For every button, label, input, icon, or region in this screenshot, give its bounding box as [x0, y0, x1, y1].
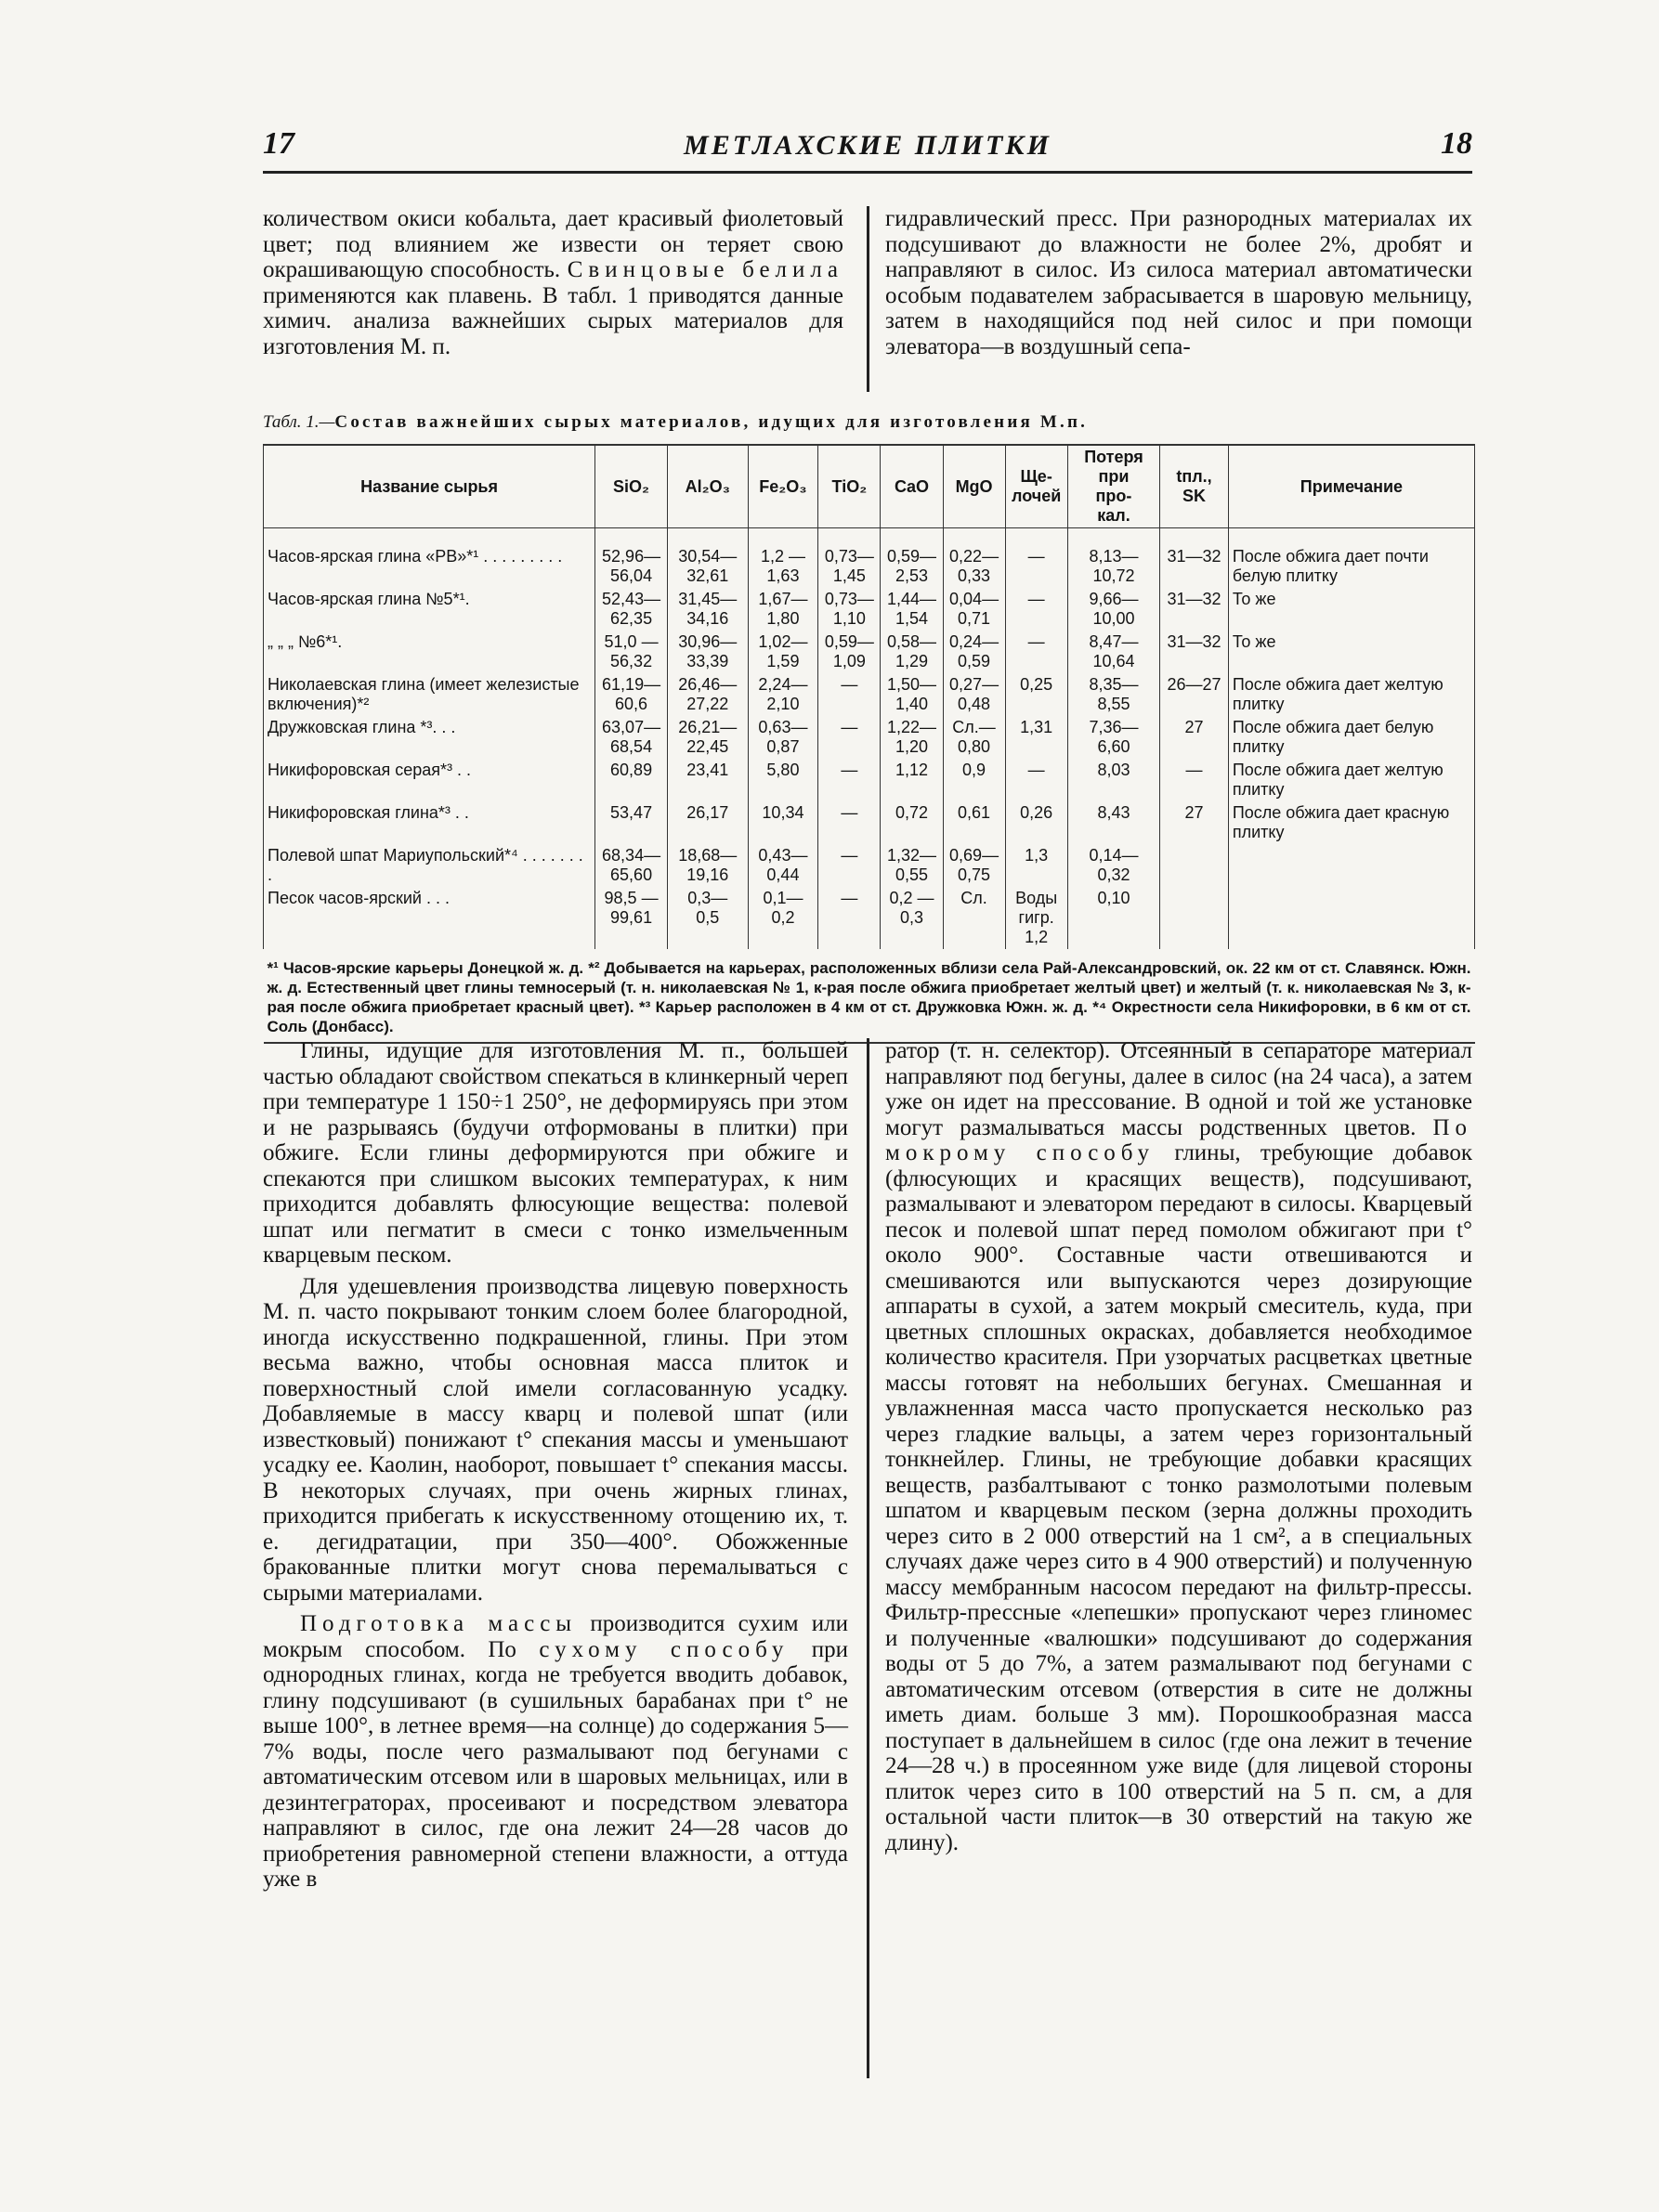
table-cell: 0,27— 0,48 — [943, 673, 1005, 716]
table-cell: 0,10 — [1067, 887, 1160, 949]
table-cell — [1228, 887, 1474, 949]
page-number-right: 18 — [1441, 126, 1472, 161]
top-right-paragraph: гидравлический пресс. При разнородных материалах их подсушивают до влажности не более 2%, дробят и направляют в силос. Из силоса материал автоматически особым подавателем забрасывается в шаровую мельницу, затем в находящийся под ней силос и при помощи элеватора—в воздушный сепа- — [885, 206, 1472, 359]
table-cell: — — [818, 887, 881, 949]
table-cell: — — [1160, 759, 1229, 801]
table-cell: 53,47 — [595, 801, 668, 844]
top-left-column — [263, 206, 843, 359]
table-cell: 1,44— 1,54 — [881, 588, 943, 631]
spaced-term: Подготовка массы — [300, 1611, 578, 1636]
table-cell: 31—32 — [1160, 528, 1229, 589]
table-row — [264, 588, 1475, 631]
composition-table — [263, 444, 1475, 1044]
table-cell: 0,04— 0,71 — [943, 588, 1005, 631]
table-cell: 9,66— 10,00 — [1067, 588, 1160, 631]
table-cell: После обжига дает почти белую плитку — [1228, 528, 1474, 589]
table-cell: 8,43 — [1067, 801, 1160, 844]
table-cell: 0,22— 0,33 — [943, 528, 1005, 589]
table-cell: 0,43— 0,44 — [748, 844, 818, 887]
table-cell: 31—32 — [1160, 631, 1229, 673]
table-cell: — — [818, 716, 881, 759]
table-cell: 26,46— 27,22 — [668, 673, 749, 716]
table-row — [264, 528, 1475, 589]
column-header: Ще- лочей — [1005, 445, 1067, 528]
table-caption-prefix: Табл. 1.— — [263, 412, 335, 432]
table-cell: 8,03 — [1067, 759, 1160, 801]
top-left-paragraph — [263, 206, 843, 359]
table-cell: — — [1005, 759, 1067, 801]
table-cell: После обжига дает желтую плитку — [1228, 673, 1474, 716]
table-caption — [263, 412, 1480, 433]
text-run: при однородных глинах, когда не требуется вводить добавок, глину подсушивают (в сушильных барабанах при t° не выше 100°, в летнее время—на солнце) до содержания 5—7% воды, после чего размалывают под бегунами с автоматическим отсевом или в шаровых мельницах, или в дезинтеграторах, просеивают и посредством элеватора направляют в силос, где она лежит 24—28 часов до приобретения равномерной степени влажности, а оттуда уже в — [263, 1636, 848, 1892]
column-header: MgO — [943, 445, 1005, 528]
table-cell: 0,73— 1,45 — [818, 528, 881, 589]
table-cell: 8,13— 10,72 — [1067, 528, 1160, 589]
table-cell: 31—32 — [1160, 588, 1229, 631]
spaced-term: По мокрому способу — [885, 1114, 1472, 1165]
table-cell: 30,54— 32,61 — [668, 528, 749, 589]
table-cell: Дружковская глина *³. . . — [264, 716, 595, 759]
table-cell: 1,02— 1,59 — [748, 631, 818, 673]
table-row — [264, 844, 1475, 887]
table-cell: 1,12 — [881, 759, 943, 801]
table-cell: — — [1005, 528, 1067, 589]
table-cell: 0,73— 1,10 — [818, 588, 881, 631]
column-header: Название сырья — [264, 445, 595, 528]
table-cell: 52,96— 56,04 — [595, 528, 668, 589]
table-cell: После обжига дает желтую плитку — [1228, 759, 1474, 801]
table-cell: 0,63— 0,87 — [748, 716, 818, 759]
table-cell: Никифоровская глина*³ . . — [264, 801, 595, 844]
lower-left-column — [263, 1038, 848, 1893]
table-cell: 0,72 — [881, 801, 943, 844]
table-cell: 0,69— 0,75 — [943, 844, 1005, 887]
table-cell: Песок часов-ярский . . . — [264, 887, 595, 949]
paragraph — [263, 1611, 848, 1893]
table-cell: 0,14— 0,32 — [1067, 844, 1160, 887]
text-run: производится сухим или мокрым способом. По — [263, 1611, 849, 1662]
table-cell: 26,21— 22,45 — [668, 716, 749, 759]
table-cell: 0,59— 2,53 — [881, 528, 943, 589]
table-cell: То же — [1228, 631, 1474, 673]
page-number-left: 17 — [263, 126, 294, 161]
table-cell: Сл.— 0,80 — [943, 716, 1005, 759]
table-cell: 27 — [1160, 801, 1229, 844]
table-cell: 0,2 — 0,3 — [881, 887, 943, 949]
table-cell: — — [818, 844, 881, 887]
table-cell: 18,68— 19,16 — [668, 844, 749, 887]
table-row — [264, 801, 1475, 844]
table-footnote-row — [264, 949, 1475, 1043]
column-header: Fe₂O₃ — [748, 445, 818, 528]
table-cell: 61,19— 60,6 — [595, 673, 668, 716]
table-cell: 31,45— 34,16 — [668, 588, 749, 631]
table-cell: 8,47— 10,64 — [1067, 631, 1160, 673]
column-header: tпл., SK — [1160, 445, 1229, 528]
table-cell: 0,61 — [943, 801, 1005, 844]
table-cell: 52,43— 62,35 — [595, 588, 668, 631]
table-caption-text: Состав важнейших сырых материалов, идущих для изготовления М.п. — [334, 412, 1089, 432]
table-cell: 0,3— 0,5 — [668, 887, 749, 949]
table-cell: После обжига дает красную плитку — [1228, 801, 1474, 844]
table-cell: После обжига дает белую плитку — [1228, 716, 1474, 759]
text-run: количеством окиси кобальта, дает красивый фиолетовый цвет; под влиянием же извести он теряет свою окрашивающую способность. — [263, 206, 843, 282]
table-cell: 30,96— 33,39 — [668, 631, 749, 673]
table-cell: То же — [1228, 588, 1474, 631]
spaced-term: Свинцовые белила — [567, 257, 843, 282]
table-cell: — — [818, 759, 881, 801]
table-cell: Никифоровская серая*³ . . — [264, 759, 595, 801]
table-cell: Воды гигр. 1,2 — [1005, 887, 1067, 949]
paragraph: Глины, идущие для изготовления М. п., большей частью обладают свойством спекаться в клинкерный череп при температуре 1 150÷1 250°, не деформируясь при этом и не разрываясь (будучи отформованы в плитки) при обжиге. Если глины деформируются при обжиге и спекаются при слишком высоких температурах, к ним приходится добавлять флюсующие вещества: полевой шпат или пегматит в смеси с тонко измельченным кварцевым песком. — [263, 1038, 848, 1268]
table-cell: 1,2 — 1,63 — [748, 528, 818, 589]
table-cell: Часов-ярская глина №5*¹. — [264, 588, 595, 631]
table-cell: 98,5 — 99,61 — [595, 887, 668, 949]
table-cell: 27 — [1160, 716, 1229, 759]
table-row — [264, 887, 1475, 949]
table-cell: — — [1005, 588, 1067, 631]
table-cell: 0,24— 0,59 — [943, 631, 1005, 673]
column-header: Потеря при про- кал. — [1067, 445, 1160, 528]
table-cell: 26,17 — [668, 801, 749, 844]
table-cell: 0,26 — [1005, 801, 1067, 844]
running-title: МЕТЛАХСКИЕ ПЛИТКИ — [684, 130, 1052, 161]
table-cell: 10,34 — [748, 801, 818, 844]
column-header: Al₂O₃ — [668, 445, 749, 528]
column-header: Примечание — [1228, 445, 1474, 528]
table-cell: 0,1— 0,2 — [748, 887, 818, 949]
table-cell: 0,9 — [943, 759, 1005, 801]
column-divider-top — [867, 206, 869, 392]
table-footnotes: *¹ Часов-ярские карьеры Донецкой ж. д. *² Добывается на карьерах, расположенных вблизи села Рай-Александровский, ок. 22 км от ст. Славянск. Южн. ж. д. Естественный цвет глины темносерый (т. н. николаевская № 1, к-рая после обжига приобретает желтый цвет) и желтый (т. к. николаевская № 3, к-рая после обжига приобретает красный цвет). *³ Карьер расположен в 4 км от ст. Дружковка Южн. ж. д. *⁴ Окрестности села Никифоровки, в 6 км от ст. Соль (Донбасс). — [264, 949, 1475, 1043]
table-cell: 0,58— 1,29 — [881, 631, 943, 673]
column-header: SiO₂ — [595, 445, 668, 528]
paragraph — [885, 1038, 1472, 1855]
table-cell: 63,07— 68,54 — [595, 716, 668, 759]
table-cell: Сл. — [943, 887, 1005, 949]
table-cell: 23,41 — [668, 759, 749, 801]
table-cell: Николаевская глина (имеет железистые включения)*² — [264, 673, 595, 716]
table-cell: 0,25 — [1005, 673, 1067, 716]
table-cell: 1,50— 1,40 — [881, 673, 943, 716]
table-row — [264, 759, 1475, 801]
spaced-term: сухому способу — [539, 1636, 790, 1662]
table-cell: 51,0 — 56,32 — [595, 631, 668, 673]
table-cell: 8,35— 8,55 — [1067, 673, 1160, 716]
table-cell: 7,36— 6,60 — [1067, 716, 1160, 759]
table-row — [264, 631, 1475, 673]
table-cell: Часов-ярская глина «РВ»*¹ . . . . . . . . . — [264, 528, 595, 589]
table-cell: — — [818, 673, 881, 716]
table-cell: „ „ „ №6*¹. — [264, 631, 595, 673]
table-cell: 5,80 — [748, 759, 818, 801]
table-cell — [1160, 887, 1229, 949]
column-header: CaO — [881, 445, 943, 528]
page-header — [263, 123, 1472, 169]
table-header-row — [264, 445, 1475, 528]
table-cell: — — [1005, 631, 1067, 673]
table-row — [264, 716, 1475, 759]
table-row — [264, 673, 1475, 716]
table-cell: 26—27 — [1160, 673, 1229, 716]
paragraph: Для удешевления производства лицевую поверхность М. п. часто покрывают тонким слоем более благородной, иногда искусственно подкрашенной, глины. При этом весьма важно, чтобы основная масса плиток и поверхностный слой имели согласованную усадку. Добавляемые в массу кварц и полевой шпат (или известковый) понижают t° спекания массы и уменьшают усадку ее. Каолин, наоборот, повышает t° спекания массы. В некоторых случаях, при очень жирных глинах, приходится прибегать к искусственному отощению их, т. е. дегидратации, при 350—400°. Обожженные бракованные плитки могут снова перемалываться с сырыми материалами. — [263, 1273, 848, 1606]
table-cell: 1,31 — [1005, 716, 1067, 759]
table-cell: 1,3 — [1005, 844, 1067, 887]
text-run: применяются как плавень. В табл. 1 приводятся данные химич. анализа важнейших сырых материалов для изготовления М. п. — [263, 282, 843, 359]
table-cell: 0,59— 1,09 — [818, 631, 881, 673]
table-cell: 1,32— 0,55 — [881, 844, 943, 887]
header-rule — [263, 171, 1472, 174]
text-run: ратор (т. н. селектор). Отсеянный в сепараторе материал направляют под бегуны, далее в силос (на 24 часа), а затем уже он идет на прессование. В одной и той же установке могут размалываться массы родственных цветов. — [885, 1038, 1472, 1140]
column-header: TiO₂ — [818, 445, 881, 528]
table-cell — [1228, 844, 1474, 887]
table-cell: Полевой шпат Мариупольский*⁴ . . . . . . . . — [264, 844, 595, 887]
table-cell — [1160, 844, 1229, 887]
column-divider-bottom — [867, 1038, 869, 2078]
table-cell: 1,22— 1,20 — [881, 716, 943, 759]
table-cell: — — [818, 801, 881, 844]
text-run: глины, требующие добавок (флюсующих и красящих веществ), подсушивают, размалывают и элеватором передают в силосы. Кварцевый песок и полевой шпат перед помолом обжигают при t° около 900°. Составные части отвешиваются и смешиваются или выпускаются через дозирующие аппараты в сухой, а затем мокрый смеситель, куда, при цветных сплошных окрасках, добавляется необходимое количество красителя. При узорчатых расцветках цветные массы готовят на небольших бегунах. Смешанная и увлажненная масса часто пропускается несколько раз через гладкие вальцы, а затем через горизонтальный тонкнейлер. Глины, не требующие добавки красящих веществ, разбалтывают с тонко размолотыми полевым шпатом и кварцевым песком (зерна должны проходить через сито в 2 000 отверстий на 1 см², а в специальных случаях даже через сито в 4 900 отверстий) и полученную массу мембранным насосом передают на фильтр-прессы. Фильтр-прессные «лепешки» пропускают через глиномес и полученные «валюшки» подсушивают до содержания воды от 5 до 7%, а затем размалывают под бегунами с автоматическим отсевом (отверстия в сите не должны иметь диам. больше 3 мм). Порошкообразная масса поступает в дальнейшем в силос (где она лежит в течение 24—28 ч.) в просеянном уже виде (для лицевой стороны плиток через сито в 100 отверстий на 5 п. см, а для остальной части плиток—в 30 отверстий на такую же длину). — [885, 1140, 1472, 1855]
table-cell: 2,24— 2,10 — [748, 673, 818, 716]
table-cell: 1,67— 1,80 — [748, 588, 818, 631]
table-cell: 68,34— 65,60 — [595, 844, 668, 887]
lower-right-column — [885, 1038, 1472, 1855]
top-right-column — [885, 206, 1472, 359]
table-cell: 60,89 — [595, 759, 668, 801]
